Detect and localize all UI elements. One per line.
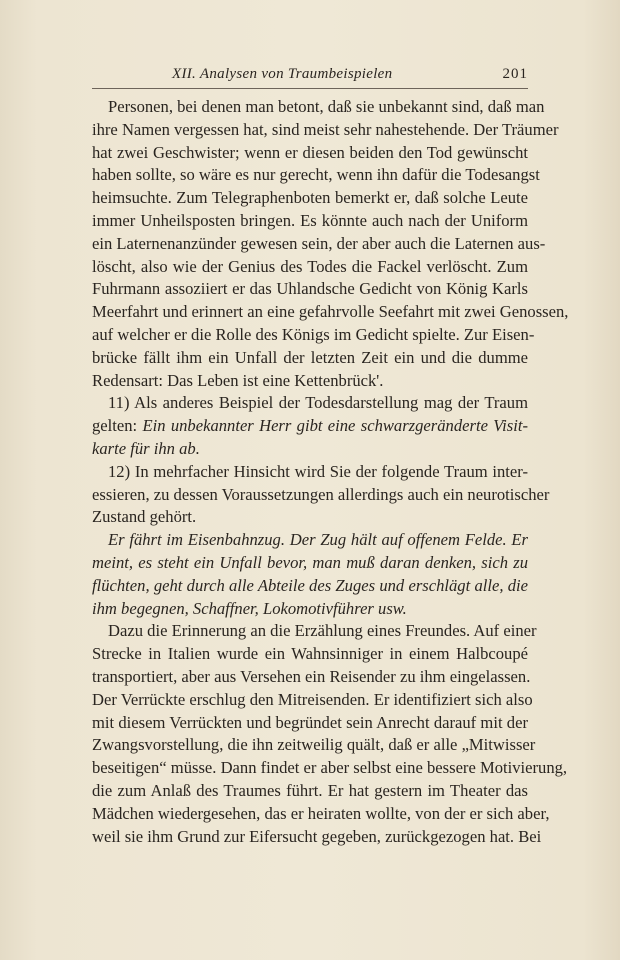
line-text: 12) In mehrfacher Hinsicht wird Sie der folgende Traum inter- <box>108 461 528 481</box>
line-text: die zum Anlaß des Traumes führt. Er hat gestern im Theater das <box>92 780 528 800</box>
line-text: ihre Namen vergessen hat, sind meist sehr nahestehende. Der Träumer <box>92 119 559 139</box>
text-line <box>92 119 559 142</box>
text-line <box>92 347 528 370</box>
text-line <box>92 392 528 415</box>
text-line <box>92 826 542 849</box>
text-line <box>92 506 528 529</box>
line-text: transportiert, aber aus Versehen ein Reisender zu ihm eingelassen. <box>92 666 531 686</box>
text-line <box>92 620 537 643</box>
text-line <box>92 803 550 826</box>
text-line <box>92 575 528 598</box>
text-line <box>92 689 533 712</box>
line-text: Zustand gehört. <box>92 507 197 527</box>
line-text: haben sollte, so wäre es nur gerecht, wenn ihn dafür die Todesangst <box>92 165 540 185</box>
line-text: gelten: <box>92 416 143 436</box>
line-text: hat zwei Geschwister; wenn er diesen beiden den Tod gewünscht <box>92 142 528 162</box>
line-text: löscht, also wie der Genius des Todes die Fackel verlöscht. Zum <box>92 256 528 276</box>
text-line <box>92 598 528 621</box>
text-line <box>92 370 528 393</box>
line-text: auf welcher er die Rolle des Königs im Gedicht spielte. Zur Eisen- <box>92 324 535 344</box>
text-line <box>92 643 528 666</box>
line-text: ein Laternenanzünder gewesen sein, der aber auch die Laternen aus- <box>92 233 546 253</box>
line-text: heimsuchte. Zum Telegraphenboten bemerkt er, daß solche Leute <box>92 188 528 208</box>
text-line <box>92 552 528 575</box>
text-line <box>92 666 531 689</box>
line-italic-text: Er fährt im Eisenbahnzug. Der Zug hält auf offenem Felde. Er <box>108 530 528 550</box>
line-italic-text: Ein unbekannter Herr gibt eine schwarzgeränderte Visit- <box>142 416 528 436</box>
text-line <box>92 461 528 484</box>
line-italic-text: flüchten, geht durch alle Abteile des Zuges und erschlägt alle, die <box>92 575 528 595</box>
text-line <box>92 780 528 803</box>
running-title: XII. Analysen von Traumbeispielen <box>172 66 393 82</box>
line-text: Meerfahrt und erinnert an eine gefahrvolle Seefahrt mit zwei Genossen, <box>92 302 569 322</box>
body-text <box>92 96 569 848</box>
line-italic-text: meint, es steht ein Unfall bevor, man muß daran denken, sich zu <box>92 552 528 572</box>
text-line <box>92 438 528 461</box>
line-text: Mädchen wiedergesehen, das er heiraten wollte, von der er sich aber, <box>92 803 550 823</box>
line-text: Redensart: Das Leben ist eine Kettenbrück'. <box>92 370 384 390</box>
line-text: weil sie ihm Grund zur Eifersucht gegeben, zurückgezogen hat. Bei <box>92 826 542 846</box>
text-line <box>92 301 569 324</box>
page-number: 201 <box>502 66 528 82</box>
text-line <box>92 529 528 552</box>
text-line <box>92 278 528 301</box>
text-line <box>92 210 528 233</box>
line-text: beseitigen“ müsse. Dann findet er aber selbst eine bessere Motivierung, <box>92 758 568 778</box>
text-line <box>92 484 550 507</box>
running-header <box>92 64 528 88</box>
text-line <box>92 256 528 279</box>
text-line <box>92 164 540 187</box>
line-text: essieren, zu dessen Voraussetzungen allerdings auch ein neurotischer <box>92 484 550 504</box>
line-text: Fuhrmann assoziiert er das Uhlandsche Gedicht von König Karls <box>92 279 528 299</box>
text-line <box>92 233 546 256</box>
text-line <box>92 757 568 780</box>
line-text: Dazu die Erinnerung an die Erzählung eines Freundes. Auf einer <box>108 621 537 641</box>
line-text: brücke fällt ihm ein Unfall der letzten Zeit ein und die dumme <box>92 347 528 367</box>
line-text: 11) Als anderes Beispiel der Todesdarstellung mag der Traum <box>108 393 528 413</box>
line-text: Der Verrückte erschlug den Mitreisenden. Er identifiziert sich also <box>92 689 533 709</box>
line-text: Personen, bei denen man betont, daß sie unbekannt sind, daß man <box>108 97 545 116</box>
text-line <box>92 734 536 757</box>
line-text: immer Unheilsposten bringen. Es könnte auch nach der Uniform <box>92 210 528 230</box>
text-line <box>92 712 528 735</box>
line-text: Zwangsvorstellung, die ihn zeitweilig quält, daß er alle „Mitwisser <box>92 735 536 755</box>
line-italic-text: karte für ihn ab. <box>92 438 200 458</box>
text-line <box>92 142 528 165</box>
text-line <box>92 187 528 210</box>
text-line <box>92 324 535 347</box>
line-text: mit diesem Verrückten und begründet sein Anrecht darauf mit der <box>92 712 528 732</box>
line-text: Strecke in Italien wurde ein Wahnsinniger in einem Halbcoupé <box>92 644 528 664</box>
text-line <box>92 415 528 438</box>
line-italic-text: ihm begegnen, Schaffner, Lokomotivführer usw. <box>92 598 407 618</box>
header-rule <box>92 88 528 89</box>
text-line <box>92 96 545 119</box>
